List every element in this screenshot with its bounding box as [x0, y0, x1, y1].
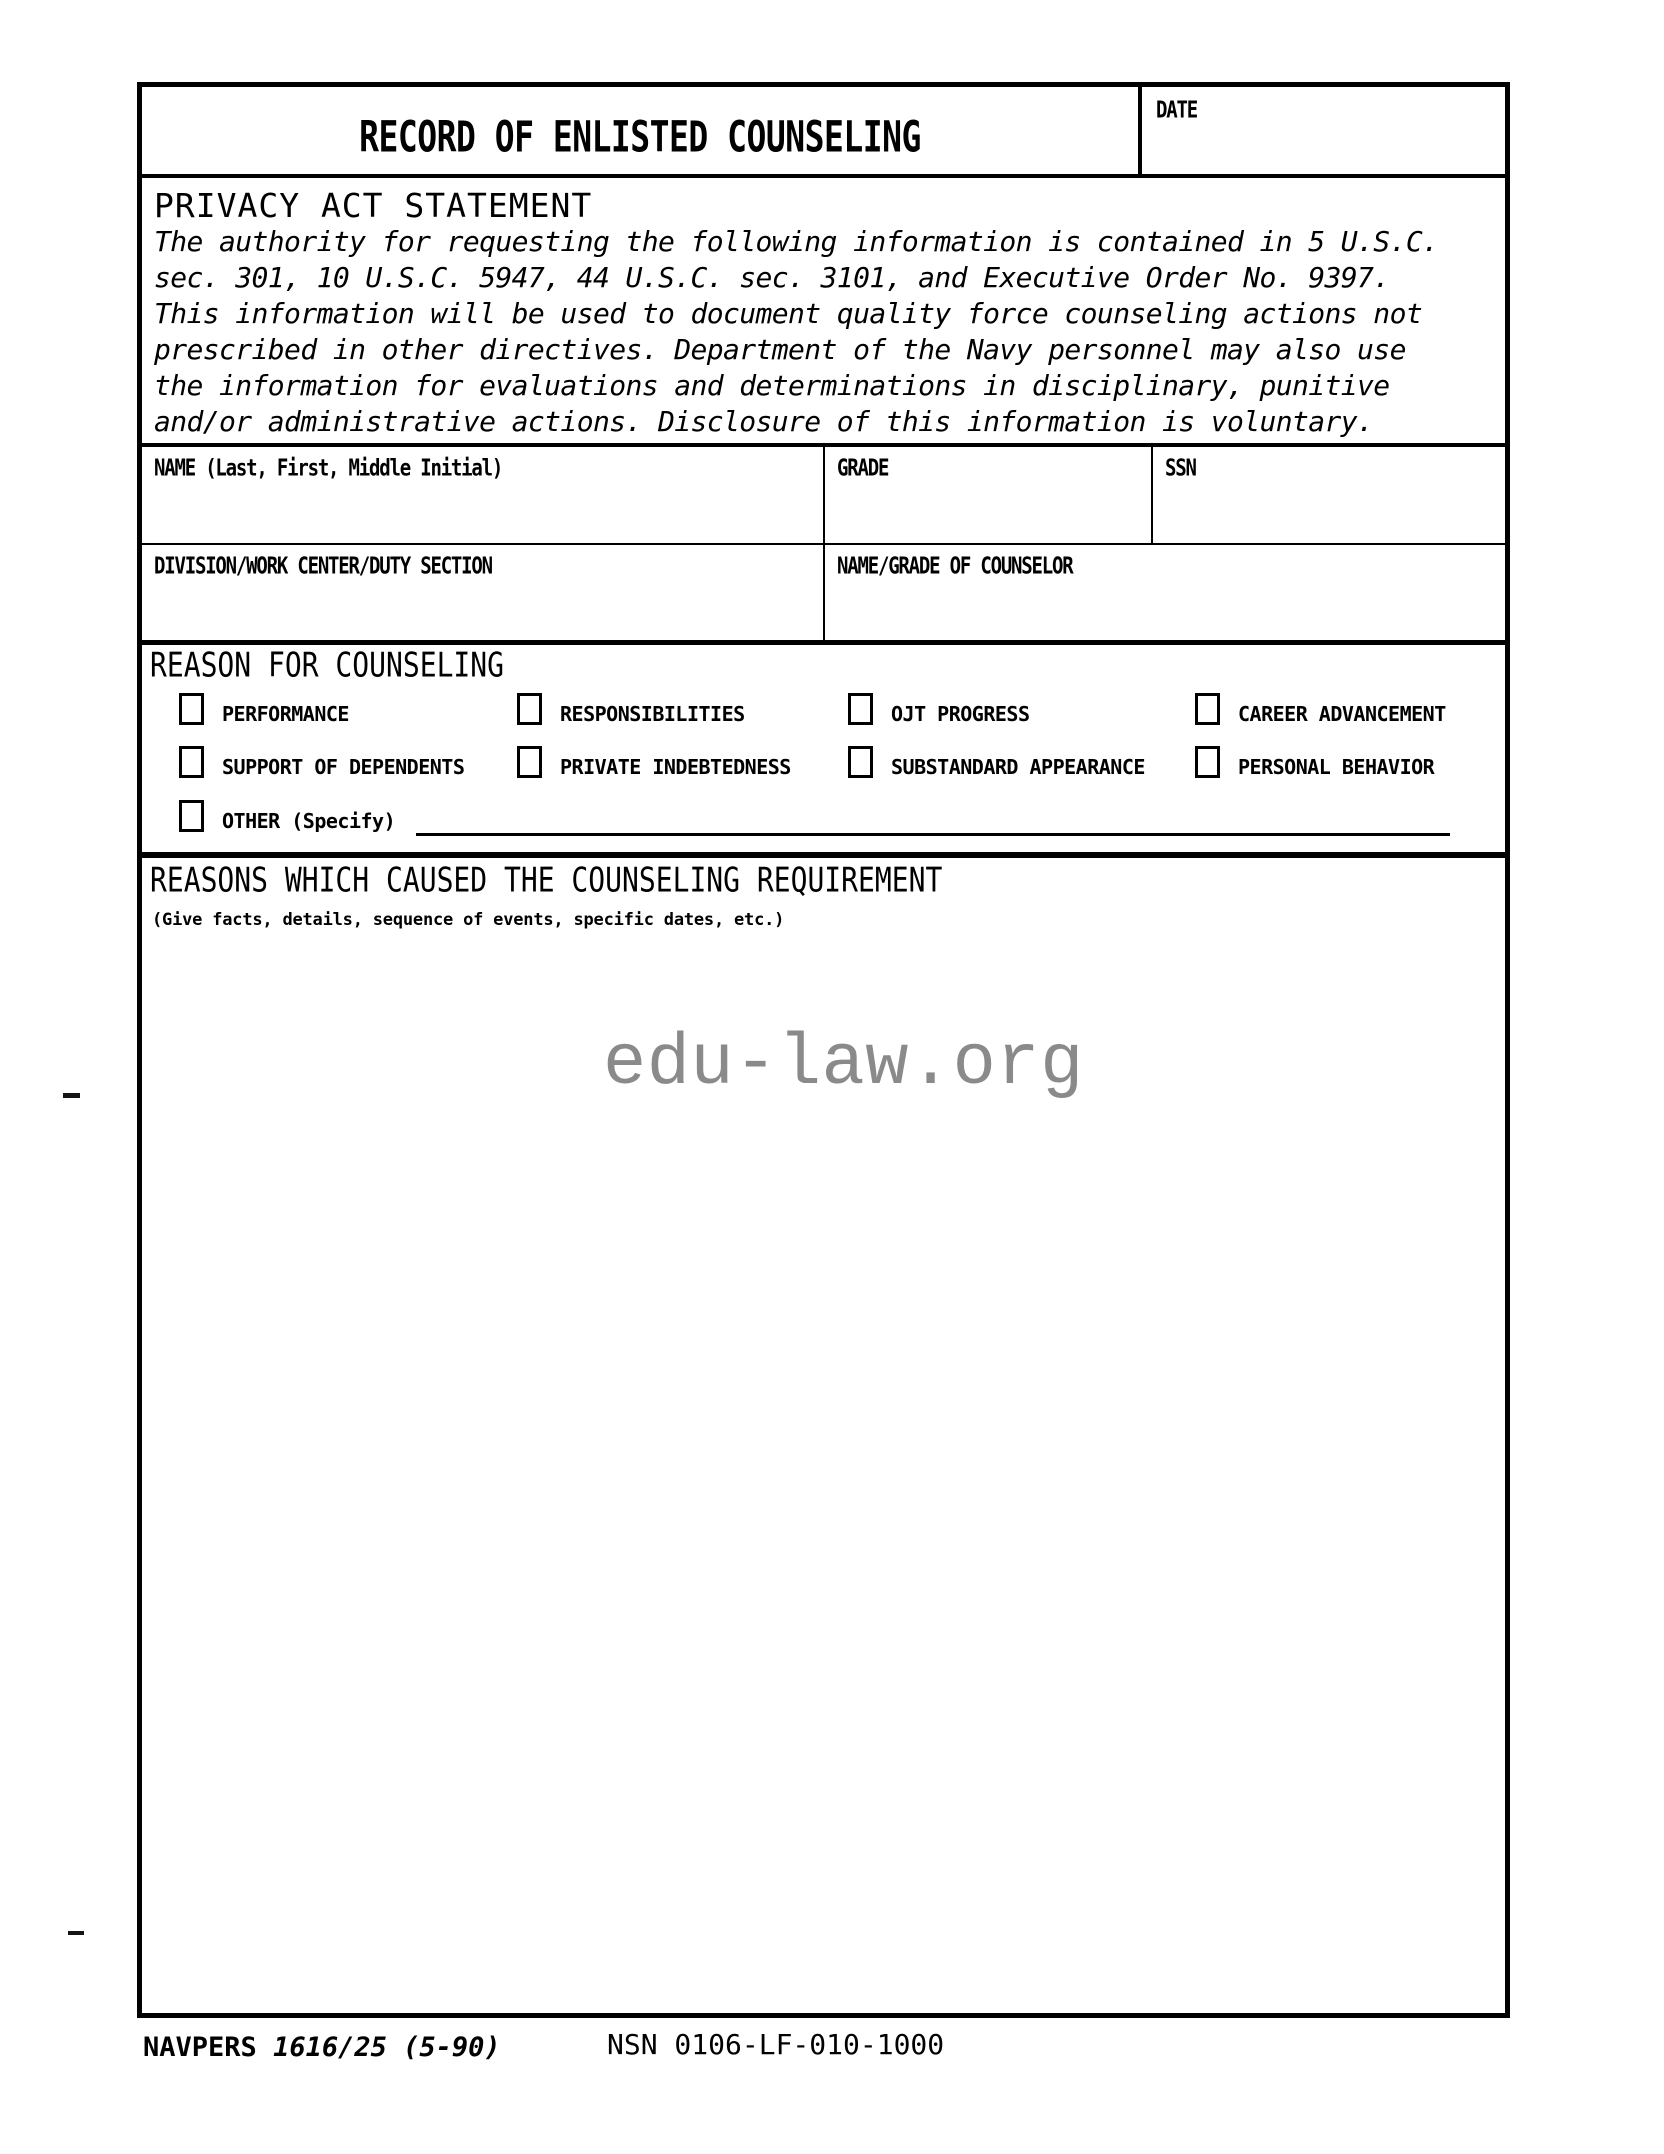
checkbox-label: OJT PROGRESS [891, 702, 1030, 726]
date-field[interactable] [1142, 87, 1505, 174]
left-margin-tick-bottom [68, 1931, 84, 1935]
reason-for-counseling-section [142, 645, 1505, 858]
other-specify-line[interactable] [416, 833, 1450, 836]
reason-option-performance [179, 693, 349, 725]
checkbox-personal-behavior[interactable] [1195, 746, 1220, 778]
checkbox-career-advancement[interactable] [1195, 693, 1220, 725]
checkbox-performance[interactable] [179, 693, 204, 725]
left-margin-tick-top [63, 1093, 80, 1098]
form-header-row [142, 87, 1505, 178]
name-label: NAME (Last, First, Middle Initial) [154, 455, 503, 482]
form-number-prefix: NAVPERS [143, 2032, 257, 2063]
checkbox-label: PERFORMANCE [222, 702, 349, 726]
reasons-text-area[interactable] [142, 948, 1505, 2013]
counselor-label: NAME/GRADE OF COUNSELOR [837, 553, 1073, 580]
privacy-act-line: and/or administrative actions. Disclosure of this information is voluntary. [154, 405, 1374, 438]
date-label: DATE [1156, 97, 1197, 124]
reason-option-private-indebtedness [517, 746, 791, 778]
ssn-label: SSN [1165, 455, 1196, 482]
checkbox-other[interactable] [179, 800, 204, 832]
reason-option-support-of-dependents [179, 746, 464, 778]
checkbox-support-of-dependents[interactable] [179, 746, 204, 778]
form-title: RECORD OF ENLISTED COUNSELING [359, 111, 921, 162]
privacy-act-line: This information will be used to document quality force counseling actions not [154, 297, 1423, 330]
reason-section-heading: REASON FOR COUNSELING [150, 644, 505, 685]
privacy-act-line: prescribed in other directives. Department of the Navy personnel may also use [154, 333, 1406, 366]
checkbox-label: OTHER (Specify) [222, 809, 396, 833]
checkbox-label: PRIVATE INDEBTEDNESS [560, 755, 791, 779]
checkbox-label: SUPPORT OF DEPENDENTS [222, 755, 465, 779]
form-title-cell [142, 87, 1142, 174]
form-footer [137, 2028, 1510, 2070]
reason-option-personal-behavior [1195, 746, 1434, 778]
form-number-italic: 1616/25 (5-90) [273, 2032, 501, 2063]
checkbox-label: PERSONAL BEHAVIOR [1238, 755, 1435, 779]
privacy-act-line: the information for evaluations and determinations in disciplinary, punitive [154, 369, 1390, 402]
form-number [143, 2032, 501, 2063]
privacy-act-line: The authority for requesting the following information is contained in 5 U.S.C. [154, 225, 1439, 258]
checkbox-label: CAREER ADVANCEMENT [1238, 702, 1446, 726]
counseling-form [137, 82, 1510, 2018]
division-field[interactable] [142, 545, 825, 640]
ssn-field[interactable] [1153, 447, 1505, 543]
identity-row-1 [142, 447, 1505, 545]
counselor-field[interactable] [825, 545, 1505, 640]
reasons-caused-section [142, 858, 1505, 2013]
watermark: edu-law.org [603, 1023, 1084, 1105]
reason-option-ojt-progress [848, 693, 1030, 725]
privacy-act-section [142, 178, 1505, 447]
division-label: DIVISION/WORK CENTER/DUTY SECTION [154, 553, 492, 580]
reasons-section-heading: REASONS WHICH CAUSED THE COUNSELING REQUIREMENT [150, 859, 943, 900]
reason-option-other [179, 800, 395, 832]
checkbox-label: SUBSTANDARD APPEARANCE [891, 755, 1145, 779]
grade-label: GRADE [837, 455, 889, 482]
privacy-act-heading: PRIVACY ACT STATEMENT [154, 186, 593, 225]
privacy-act-line: sec. 301, 10 U.S.C. 5947, 44 U.S.C. sec. 3101, and Executive Order No. 9397. [154, 261, 1390, 294]
reasons-section-subheading: (Give facts, details, sequence of events, specific dates, etc.) [152, 910, 785, 930]
grade-field[interactable] [825, 447, 1153, 543]
checkbox-label: RESPONSIBILITIES [560, 702, 745, 726]
reason-option-substandard-appearance [848, 746, 1145, 778]
checkbox-ojt-progress[interactable] [848, 693, 873, 725]
identity-row-2 [142, 545, 1505, 645]
nsn-number: NSN 0106-LF-010-1000 [607, 2028, 945, 2061]
checkbox-substandard-appearance[interactable] [848, 746, 873, 778]
reason-option-career-advancement [1195, 693, 1446, 725]
name-field[interactable] [142, 447, 825, 543]
checkbox-responsibilities[interactable] [517, 693, 542, 725]
checkbox-private-indebtedness[interactable] [517, 746, 542, 778]
reason-option-responsibilities [517, 693, 745, 725]
